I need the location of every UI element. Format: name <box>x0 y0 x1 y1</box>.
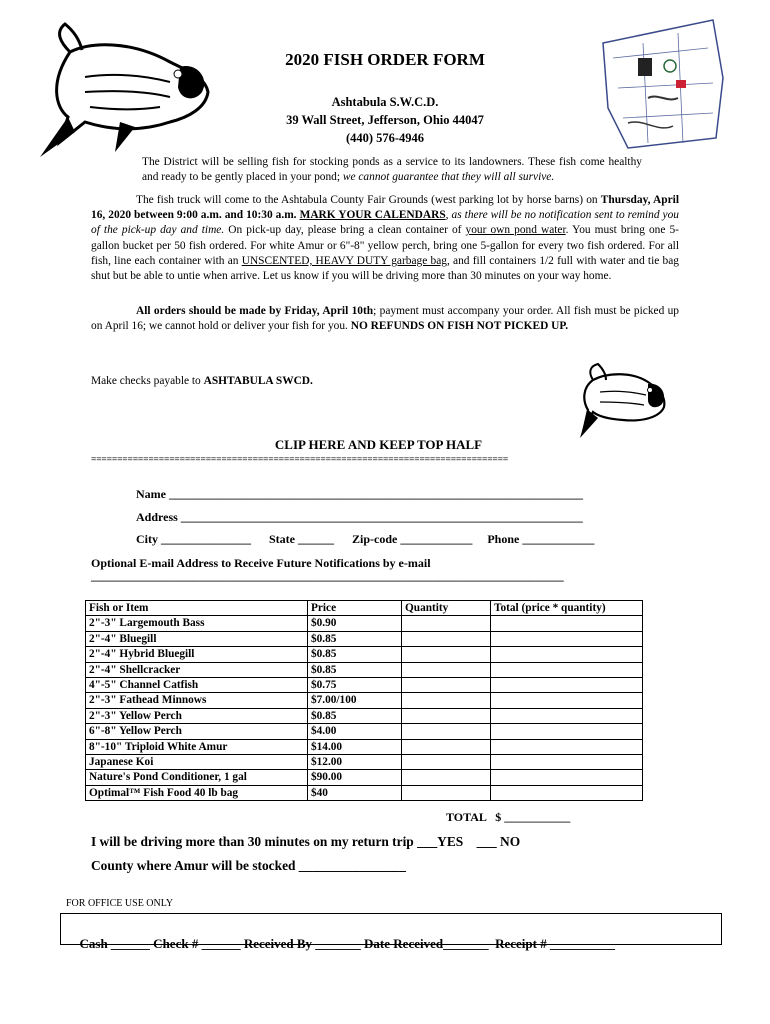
item-price-cell: $0.90 <box>308 616 402 631</box>
item-name-cell: 6"-8" Yellow Perch <box>86 724 308 739</box>
quantity-input-cell[interactable] <box>402 693 491 708</box>
header-fish-or-item: Fish or Item <box>86 601 308 616</box>
total-input-cell[interactable] <box>491 708 643 723</box>
quantity-input-cell[interactable] <box>402 724 491 739</box>
quantity-input-cell[interactable] <box>402 647 491 662</box>
total-input-cell[interactable] <box>491 739 643 754</box>
item-name-cell: 2"-4" Hybrid Bluegill <box>86 647 308 662</box>
table-row <box>86 616 643 631</box>
total-input-cell[interactable] <box>491 770 643 785</box>
total-input-cell[interactable] <box>491 785 643 800</box>
header-total: Total (price * quantity) <box>491 601 643 616</box>
table-row <box>86 693 643 708</box>
order-table <box>85 600 643 801</box>
item-price-cell: $0.85 <box>308 631 402 646</box>
clip-label: CLIP HERE AND KEEP TOP HALF <box>274 437 483 452</box>
item-price-cell: $90.00 <box>308 770 402 785</box>
item-name-cell: 2"-4" Bluegill <box>86 631 308 646</box>
quantity-input-cell[interactable] <box>402 631 491 646</box>
email-label: Optional E-mail Address to Receive Future Notifications by e-mail <box>91 556 431 570</box>
header-price: Price <box>308 601 402 616</box>
quantity-input-cell[interactable] <box>402 708 491 723</box>
item-name-cell: 2"-3" Largemouth Bass <box>86 616 308 631</box>
item-name-cell: 2"-3" Fathead Minnows <box>86 693 308 708</box>
quantity-input-cell[interactable] <box>402 785 491 800</box>
table-row <box>86 631 643 646</box>
quantity-input-cell[interactable] <box>402 616 491 631</box>
item-price-cell: $14.00 <box>308 739 402 754</box>
item-name-cell: 2"-3" Yellow Perch <box>86 708 308 723</box>
name-field[interactable]: Name _____________________________________________________________________ <box>136 487 583 501</box>
header-quantity: Quantity <box>402 601 491 616</box>
table-row <box>86 724 643 739</box>
total-field[interactable]: TOTAL $ ___________ <box>446 810 571 824</box>
address-field[interactable]: Address ___________________________________________________________________ <box>136 510 583 524</box>
total-input-cell[interactable] <box>491 724 643 739</box>
item-price-cell: $12.00 <box>308 754 402 769</box>
item-name-cell: 2"-4" Shellcracker <box>86 662 308 677</box>
table-header-row <box>86 601 643 616</box>
table-row <box>86 708 643 723</box>
deadline-paragraph: All orders should be made by Friday, April 10th; payment must accompany your order. All fish must be picked up on April 16; we cannot hold or deliver your fish for you. NO REFUNDS ON FISH NOT PICKED UP. <box>91 305 680 333</box>
quantity-input-cell[interactable] <box>402 770 491 785</box>
org-phone: (440) 576-4946 <box>345 131 425 145</box>
checks-payable-text: Make checks payable to ASHTABULA SWCD. <box>91 375 313 387</box>
total-input-cell[interactable] <box>491 647 643 662</box>
quantity-input-cell[interactable] <box>402 739 491 754</box>
office-use-fields: Cash ______ Check # ______ Received By _______ Date Received_______ Receipt # __________ <box>79 936 615 951</box>
quantity-input-cell[interactable] <box>402 662 491 677</box>
item-name-cell: Japanese Koi <box>86 754 308 769</box>
total-input-cell[interactable] <box>491 616 643 631</box>
table-row <box>86 754 643 769</box>
fish-logo-icon <box>30 22 215 172</box>
item-price-cell: $7.00/100 <box>308 693 402 708</box>
small-fish-icon <box>578 362 670 440</box>
item-price-cell: $0.75 <box>308 677 402 692</box>
total-input-cell[interactable] <box>491 677 643 692</box>
office-use-box <box>60 913 722 951</box>
item-price-cell: $0.85 <box>308 662 402 677</box>
office-use-label: FOR OFFICE USE ONLY <box>66 898 174 909</box>
item-name-cell: Optimal™ Fish Food 40 lb bag <box>86 785 308 800</box>
total-input-cell[interactable] <box>491 754 643 769</box>
org-address: 39 Wall Street, Jefferson, Ohio 44047 <box>286 113 484 127</box>
table-row <box>86 770 643 785</box>
item-price-cell: $0.85 <box>308 647 402 662</box>
total-input-cell[interactable] <box>491 693 643 708</box>
item-price-cell: $4.00 <box>308 724 402 739</box>
quantity-input-cell[interactable] <box>402 754 491 769</box>
item-name-cell: Nature's Pond Conditioner, 1 gal <box>86 770 308 785</box>
page-title: 2020 FISH ORDER FORM <box>285 50 485 69</box>
total-input-cell[interactable] <box>491 662 643 677</box>
table-row <box>86 677 643 692</box>
county-field[interactable]: County where Amur will be stocked ________________ <box>91 858 406 873</box>
intro-paragraph: The District will be selling fish for stocking ponds as a service to its landowners. These fish come healthy and ready to be gently placed in your pond; we cannot guarantee that they will all survive. <box>142 156 642 184</box>
item-price-cell: $0.85 <box>308 708 402 723</box>
item-name-cell: 4"-5" Channel Catfish <box>86 677 308 692</box>
return-trip-question[interactable]: I will be driving more than 30 minutes on my return trip ___YES ___ NO <box>91 834 521 849</box>
total-input-cell[interactable] <box>491 631 643 646</box>
pickup-paragraph: The fish truck will come to the Ashtabula County Fair Grounds (west parking lot by horse barns) on Thursday, April 16, 2020 between 9:00 a.m. and 10:30 a.m. MARK YOUR CALENDARS, as there will be no notification sent to remind you of the pick-up day and time. On pick-up day, please bring a clean container of your own pond water. You must bring one 5-gallon bucket per 50 fish ordered. For white Amur or 6"-8" yellow perch, bring one 5-gallon for every two fish ordered. For all fish, line each container with an UNSCENTED, HEAVY DUTY garbage bag, and fill containers 1/2 full with water and tie bag shut but be able to untie when arrive. Let us know if you will be driving more than 30 minutes on your way home. <box>91 194 679 283</box>
county-map-icon <box>598 18 728 153</box>
org-name: Ashtabula S.W.C.D. <box>331 95 439 109</box>
table-row <box>86 647 643 662</box>
clip-divider: ================================================================================ <box>91 455 509 465</box>
item-name-cell: 8"-10" Triploid White Amur <box>86 739 308 754</box>
item-price-cell: $40 <box>308 785 402 800</box>
email-field[interactable]: ___________________________________________________________________________________ <box>91 571 564 583</box>
city-state-zip-phone-row[interactable]: City _______________ State ______ Zip-code ____________ Phone ____________ <box>136 532 595 546</box>
table-row <box>86 739 643 754</box>
quantity-input-cell[interactable] <box>402 677 491 692</box>
table-row <box>86 662 643 677</box>
table-row <box>86 785 643 800</box>
